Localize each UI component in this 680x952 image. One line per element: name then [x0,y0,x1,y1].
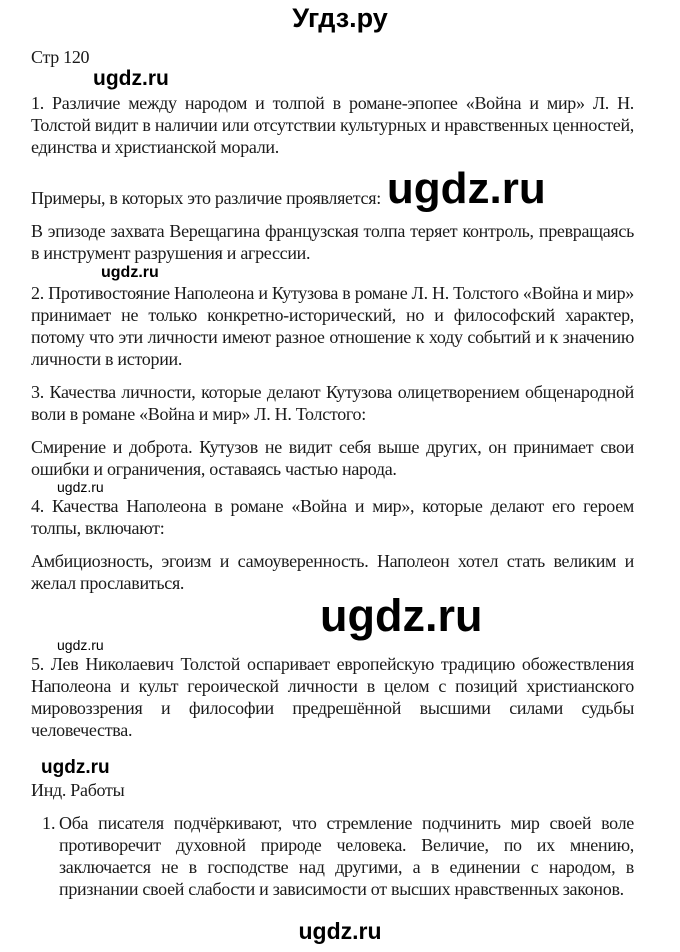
site-title: Угдз.ру [292,3,388,33]
paragraph-1: 1. Различие между народом и толпой в романе-эпопее «Война и мир» Л. Н. Толстой видит в наличии или отсутствии культурных и нравственных ценностей, единства и христианской морали. [31,93,634,157]
watermark: ugdz.ru [57,637,104,653]
examples-row [31,164,634,213]
watermark: ugdz.ru [41,757,110,778]
list-item-number: 1. [42,813,56,833]
watermark: ugdz.ru [101,264,159,281]
watermark: ugdz.ru [57,479,104,495]
paragraph-1-examples: Примеры, в которых это различие проявляется: [31,188,381,208]
page-label: Стр 120 [31,47,90,67]
list-item [42,812,634,900]
paragraph-5: 5. Лев Николаевич Толстой оспаривает европейскую традицию обожествления Наполеона и культ героической личности в целом с позиций христианского мировоззрения и философии предрешённой высшими силами судьбы человечества. [31,654,634,740]
list-item-text: Оба писателя подчёркивают, что стремление подчинить мир своей воле противоречит духовной природе человека. Величие, по их мнению, заключается не в господстве над другими, а в единении с народом, в признании своей слабости и зависимости от высших нравственных законов. [59,813,634,899]
watermark: ugdz.ru [298,918,382,944]
watermark: ugdz.ru [386,164,546,213]
paragraph-3: 3. Качества личности, которые делают Кутузова олицетворением общенародной воли в романе «Война и мир» Л. Н. Толстого: [31,382,634,424]
watermark: ugdz.ru [93,67,169,90]
paragraph-4-answer: Амбициозность, эгоизм и самоуверенность. Наполеон хотел стать великим и желал прославиться. [31,551,634,593]
watermark: ugdz.ru [320,590,483,641]
individual-heading: Инд. Работы [31,780,125,800]
paragraph-4: 4. Качества Наполеона в романе «Война и мир», которые делают его героем толпы, включают: [31,496,634,538]
paragraph-2: 2. Противостояние Наполеона и Кутузова в романе Л. Н. Толстого «Война и мир» принимает не только конкретно-исторический, но и философский характер, потому что эти личности имеют разное отношение к ходу событий и к значению личности в истории. [31,283,634,369]
paragraph-1-answer: В эпизоде захвата Верещагина французская толпа теряет контроль, превращаясь в инструмент разрушения и агрессии. [31,221,634,263]
paragraph-3-answer: Смирение и доброта. Кутузов не видит себя выше других, он принимает свои ошибки и ограничения, оставаясь частью народа. [31,437,634,479]
